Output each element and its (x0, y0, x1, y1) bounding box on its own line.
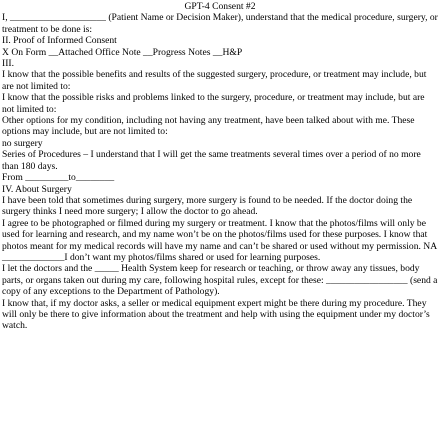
other-options-paragraph: Other options for my condition, including not having any treatment, have been talked about with me. These options may include, but are not limited to: (2, 115, 417, 138)
risks-paragraph: I know that the possible risks and problems linked to the surgery, procedure, or treatment may include, but are not limited to: (2, 92, 427, 115)
document-title: GPT-4 Consent #2 (184, 1, 256, 12)
patient-name-line: I, ____________________ (Patient Name or Decision Maker), understand that the medical procedure, surgery, or treatment to be done is: (2, 12, 438, 35)
additional-surgery-paragraph: I have been told that sometimes during surgery, more surgery is found to be needed. If the doctor doing the surgery thinks I need more surgery; I allow the doctor to go ahead. (2, 194, 415, 218)
date-range-line: From _________to________ (2, 172, 115, 184)
tissue-retention-paragraph: I let the doctors and the _____ Health System keep for research or teaching, or throw away any tissues, body parts, or organs taken out during my care, following hospital rules, except for these: _________________ (send a copy of any exceptions to the Department of Pathology). (2, 263, 440, 298)
section-heading-iii: III. (2, 58, 14, 70)
consent-proof-options: X On Form __Attached Office Note __Progress Notes __H&P (2, 46, 243, 58)
benefits-paragraph: I know that the possible benefits and results of the suggested surgery, procedure, or treatment may include, but are not limited to: (2, 69, 429, 92)
section-heading-proof-of-consent: II. Proof of Informed Consent (2, 35, 117, 47)
series-of-procedures-paragraph: Series of Procedures – I understand that I will get the same treatments several times over a period of no more than 180 days. (2, 149, 424, 172)
no-surgery-option: no surgery (2, 137, 43, 149)
equipment-expert-paragraph: I know that, if my doctor asks, a seller or medical equipment expert might be there during my procedure. They will only be there to give information about the treatment and help with using the equipment under my doctor’s watch. (2, 297, 433, 332)
photography-consent-paragraph: I agree to be photographed or filmed during my surgery or treatment. I know that the photos/films will only be used for learning and research, and my name won’t be on the photos/films used for these purposes. I know that photos meant for my medical records will have my name and can’t be shared or used without my permission. NA _____________I don’t want my photos/films shared or used for learning purposes. (2, 217, 440, 263)
section-heading-about-surgery: IV. About Surgery (2, 183, 72, 195)
